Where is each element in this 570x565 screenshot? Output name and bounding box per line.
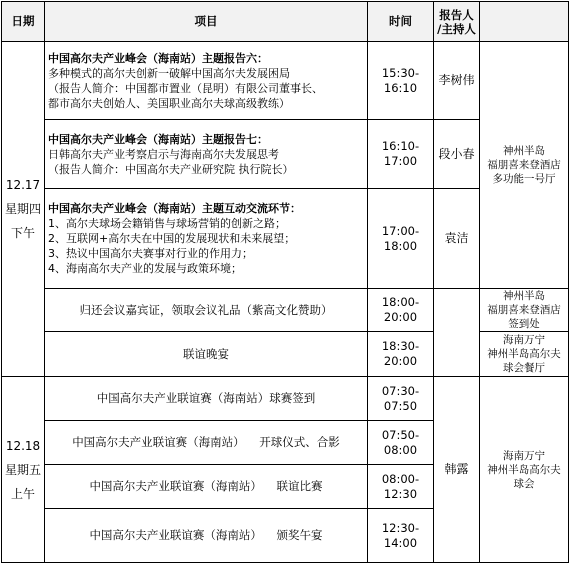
venue-cell-1 <box>480 42 569 289</box>
venue-line: 多功能一号厅 <box>492 173 556 185</box>
time-cell: 07:30-07:50 <box>368 377 434 421</box>
item-cell: 中国高尔夫产业联谊赛（海南站）球赛签到 <box>45 377 368 421</box>
venue-cell-2 <box>480 289 569 332</box>
venue-line: 神州半岛 <box>503 290 545 302</box>
presenter-cell: 段小春 <box>434 120 480 189</box>
time-cell: 17:00-18:00 <box>368 189 434 289</box>
item-cell: 中国高尔夫产业联谊赛（海南站） 联谊比赛 <box>45 465 368 509</box>
time-cell: 16:10-17:00 <box>368 120 434 189</box>
venue-line: 海南万宁 <box>503 449 545 462</box>
header-presenter-line2: /主持人 <box>437 21 476 36</box>
presenter-cell: 李树伟 <box>434 42 480 120</box>
item-title: 中国高尔夫产业峰会（海南站）主题互动交流环节： <box>48 202 301 215</box>
day1-date-cell <box>2 42 45 377</box>
venue-line: 球会 <box>513 477 535 490</box>
schedule-table <box>1 1 569 563</box>
header-presenter <box>434 2 480 42</box>
venue-line: 福朋喜来登酒店 <box>487 159 561 171</box>
presenter-cell-empty <box>434 289 480 377</box>
day2-date-cell <box>2 377 45 563</box>
item-cell: 联谊晚宴 <box>45 332 368 377</box>
venue-line: 海南万宁 <box>503 334 545 346</box>
venue-line: 神州半岛高尔夫 <box>487 348 561 360</box>
venue-line: 神州半岛高尔夫 <box>487 463 561 476</box>
day2-date: 12.18 <box>5 438 41 453</box>
day2-weekday: 星期五 <box>5 462 42 477</box>
venue-line: 球会餐厅 <box>503 362 545 374</box>
time-cell: 08:00-12:30 <box>368 465 434 509</box>
venue-cell-3 <box>480 332 569 377</box>
item-title: 中国高尔夫产业峰会（海南站）主题报告七： <box>48 132 268 146</box>
day1-period: 下午 <box>10 226 35 240</box>
item-cell <box>45 189 368 289</box>
venue-cell-4 <box>480 377 569 563</box>
time-cell: 12:30-14:00 <box>368 509 434 563</box>
item-line: 多种模式的高尔夫创新一破解中国高尔夫发展困局 <box>48 66 290 80</box>
time-cell: 15:30-16:10 <box>368 42 434 120</box>
item-line: （报告人简介：中国高尔夫产业研究院 执行院长） <box>48 162 294 176</box>
item-line: 4、海南高尔夫产业的发展与政策环境； <box>48 262 242 275</box>
header-time: 时间 <box>368 2 434 42</box>
venue-line: 福朋喜来登酒店 <box>487 304 561 316</box>
item-cell: 归还会议嘉宾证，领取会议礼品（紫高文化赞助） <box>45 289 368 332</box>
header-date: 日期 <box>2 2 45 42</box>
item-cell: 中国高尔夫产业联谊赛（海南站） 颁奖午宴 <box>45 509 368 563</box>
item-cell: 中国高尔夫产业联谊赛（海南站） 开球仪式、合影 <box>45 421 368 465</box>
venue-line: 神州半岛 <box>503 145 545 157</box>
header-venue <box>480 2 569 42</box>
day1-weekday: 星期四 <box>5 202 42 216</box>
time-cell: 18:30-20:00 <box>368 332 434 377</box>
item-line: 日韩高尔夫产业考察启示与海南高尔夫发展思考 <box>48 147 279 161</box>
header-item: 项目 <box>45 2 368 42</box>
item-cell <box>45 42 368 120</box>
item-line: 3、热议中国高尔夫赛事对行业的作用力； <box>48 247 253 260</box>
time-cell: 18:00-20:00 <box>368 289 434 332</box>
venue-line: 签到处 <box>508 318 540 330</box>
item-title: 中国高尔夫产业峰会（海南站）主题报告六： <box>48 51 268 65</box>
item-line: 1、高尔夫球场会籍销售与球场营销的创新之路； <box>48 217 286 230</box>
item-line: 都市高尔夫创始人、美国职业高尔夫球高级教练） <box>48 96 290 110</box>
time-cell: 07:50-08:00 <box>368 421 434 465</box>
table-row <box>2 289 569 332</box>
header-row <box>2 2 569 42</box>
item-line: 2、互联网+高尔夫在中国的发展现状和未来展望； <box>48 232 296 245</box>
day1-date: 12.17 <box>5 178 41 192</box>
day2-presenter-cell: 韩露 <box>434 377 480 563</box>
item-line: （报告人简介：中国都市置业（昆明）有限公司董事长、 <box>48 81 323 95</box>
table-row <box>2 42 569 120</box>
table-row <box>2 377 569 421</box>
header-presenter-line1: 报告人 <box>439 7 474 22</box>
presenter-cell: 袁洁 <box>434 189 480 289</box>
item-cell <box>45 120 368 189</box>
day2-period: 上午 <box>10 486 35 501</box>
table-row <box>2 332 569 377</box>
